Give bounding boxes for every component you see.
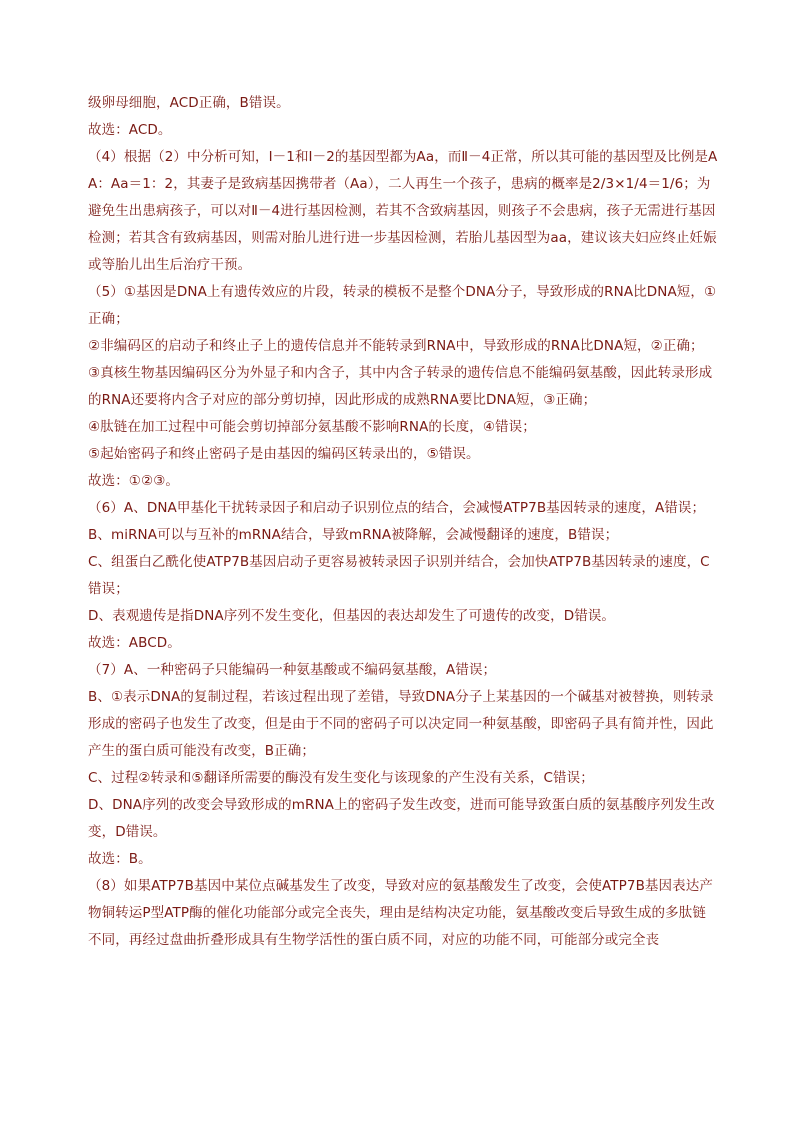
paragraph-20: （8）如果ATP7B基因中某位点碱基发生了改变，导致对应的氨基酸发生了改变，会使ATP7B基因表达产物铜转运P型ATP酶的催化功能部分或完全丧失，理由是结构决定功能，氨基酸改变后导致生成的多肽链不同，再经过盘曲折叠形成具有生物学活性的蛋白质不同，对应的功能不同，可能部分或完全丧	[88, 878, 713, 948]
paragraph-4: （5）①基因是DNA上有遗传效应的片段，转录的模板不是整个DNA分子，导致形成的RNA比DNA短，①正确；	[88, 284, 717, 327]
paragraph-9: 故选：①②③。	[88, 473, 180, 489]
paragraph-1: 级卵母细胞，ACD正确，B错误。	[88, 95, 290, 111]
paragraph-17: C、过程②转录和⑤翻译所需要的酶没有发生变化与该现象的产生没有关系，C错误；	[88, 770, 594, 786]
paragraph-16: B、①表示DNA的复制过程，若该过程出现了差错，导致DNA分子上某基因的一个碱基对被替换，则转录形成的密码子也发生了改变，但是由于不同的密码子可以决定同一种氨基酸，即密码子具有简并性，因此产生的蛋白质可能没有改变，B正确；	[88, 689, 714, 759]
paragraph-18: D、DNA序列的改变会导致形成的mRNA上的密码子发生改变，进而可能导致蛋白质的氨基酸序列发生改变，D错误。	[88, 797, 715, 840]
paragraph-10: （6）A、DNA甲基化干扰转录因子和启动子识别位点的结合，会减慢ATP7B基因转录的速度，A错误；	[88, 500, 706, 516]
paragraph-5: ②非编码区的启动子和终止子上的遗传信息并不能转录到RNA中，导致形成的RNA比DNA短，②正确；	[88, 338, 704, 354]
paragraph-3: （4）根据（2）中分析可知，Ⅰ－1和Ⅰ－2的基因型都为Aa，而Ⅱ－4正常，所以其可能的基因型及比例是AA：Aa＝1：2，其妻子是致病基因携带者（Aa），二人再生一个孩子，患病的概率是2/3×1/4＝1/6；为避免生出患病孩子，可以对Ⅱ－4进行基因检测，若其不含致病基因，则孩子不会患病，孩子无需进行基因检测；若其含有致病基因，则需对胎儿进行进一步基因检测，若胎儿基因型为aa，建议该夫妇应终止妊娠或等胎儿出生后治疗干预。	[88, 149, 718, 273]
paragraph-12: C、组蛋白乙酰化使ATP7B基因启动子更容易被转录因子识别并结合，会加快ATP7B基因转录的速度，C错误；	[88, 554, 710, 597]
paragraph-19: 故选：B。	[88, 851, 152, 867]
paragraph-6: ③真核生物基因编码区分为外显子和内含子，其中内含子转录的遗传信息不能编码氨基酸，因此转录形成的RNA还要将内含子对应的部分剪切掉，因此形成的成熟RNA要比DNA短，③正确；	[88, 365, 713, 408]
paragraph-2: 故选：ACD。	[88, 122, 172, 138]
paragraph-8: ⑤起始密码子和终止密码子是由基因的编码区转录出的，⑤错误。	[88, 446, 480, 462]
paragraph-7: ④肽链在加工过程中可能会剪切掉部分氨基酸不影响RNA的长度，④错误；	[88, 419, 536, 435]
paragraph-15: （7）A、一种密码子只能编码一种氨基酸或不编码氨基酸，A错误；	[88, 662, 497, 678]
paragraph-14: 故选：ABCD。	[88, 635, 181, 651]
document-body	[88, 90, 718, 954]
paragraph-13: D、表观遗传是指DNA序列不发生变化，但基因的表达却发生了可遗传的改变，D错误。	[88, 608, 616, 624]
paragraph-11: B、miRNA可以与互补的mRNA结合，导致mRNA被降解，会减慢翻译的速度，B错误；	[88, 527, 619, 543]
